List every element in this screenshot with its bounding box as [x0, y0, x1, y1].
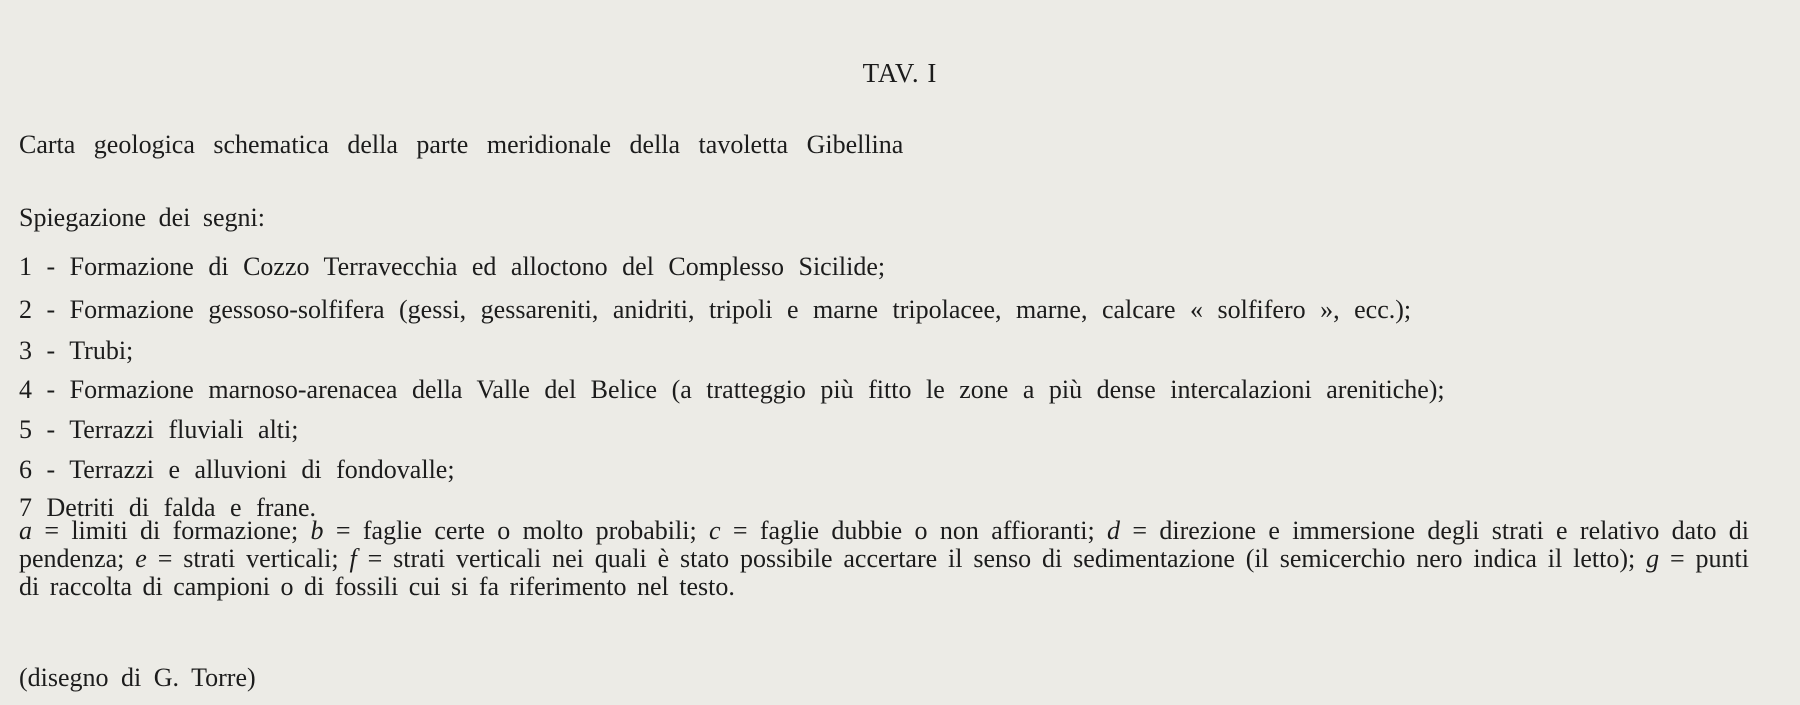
symbol-key-g: g: [1646, 544, 1660, 573]
symbol-key-d: d: [1107, 516, 1121, 545]
symbol-desc-e: = strati verticali;: [146, 544, 350, 573]
symbol-desc-g: = punti di raccolta di campioni o di fossili cui si fa riferimento nel testo.: [19, 544, 1750, 601]
plate-title: TAV. I: [862, 58, 938, 88]
symbol-key-a: a: [19, 516, 32, 545]
explanation-heading: Spiegazione dei segni:: [19, 203, 265, 232]
legend-item-7: 7 Detriti di falda e frane.: [19, 493, 316, 522]
symbol-desc-c: = faglie dubbie o non affioranti;: [720, 516, 1108, 545]
symbol-key-c: c: [709, 516, 721, 545]
map-caption: Carta geologica schematica della parte meridionale della tavoletta Gibellina: [19, 130, 904, 159]
symbol-desc-d: = direzione e immersione degli strati e relativo dato di pendenza;: [19, 516, 1750, 573]
symbol-desc-b: = faglie certe o molto probabili;: [323, 516, 710, 545]
legend-item-3: 3 - Trubi;: [19, 336, 134, 365]
symbol-desc-f: = strati verticali nei quali è stato possibile accertare il senso di sedimentazione (il semicerchio nero indica il letto);: [356, 544, 1647, 573]
symbol-key-e: e: [135, 544, 147, 573]
symbol-legend: [19, 517, 1749, 601]
legend-item-2: 2 - Formazione gessoso-solfifera (gessi, gessareniti, anidriti, tripoli e marne tripolacee, marne, calcare « solfifero », ecc.);: [19, 295, 1412, 324]
symbol-desc-a: = limiti di formazione;: [32, 516, 311, 545]
drawing-credit: (disegno di G. Torre): [19, 663, 256, 692]
legend-item-4: 4 - Formazione marnoso-arenacea della Valle del Belice (a tratteggio più fitto le zone a più dense intercalazioni arenitiche);: [19, 375, 1445, 404]
legend-item-6: 6 - Terrazzi e alluvioni di fondovalle;: [19, 455, 455, 484]
legend-item-1: 1 - Formazione di Cozzo Terravecchia ed alloctono del Complesso Sicilide;: [19, 252, 886, 281]
symbol-key-b: b: [310, 516, 324, 545]
legend-item-5: 5 - Terrazzi fluviali alti;: [19, 415, 299, 444]
symbol-key-f: f: [349, 544, 357, 573]
